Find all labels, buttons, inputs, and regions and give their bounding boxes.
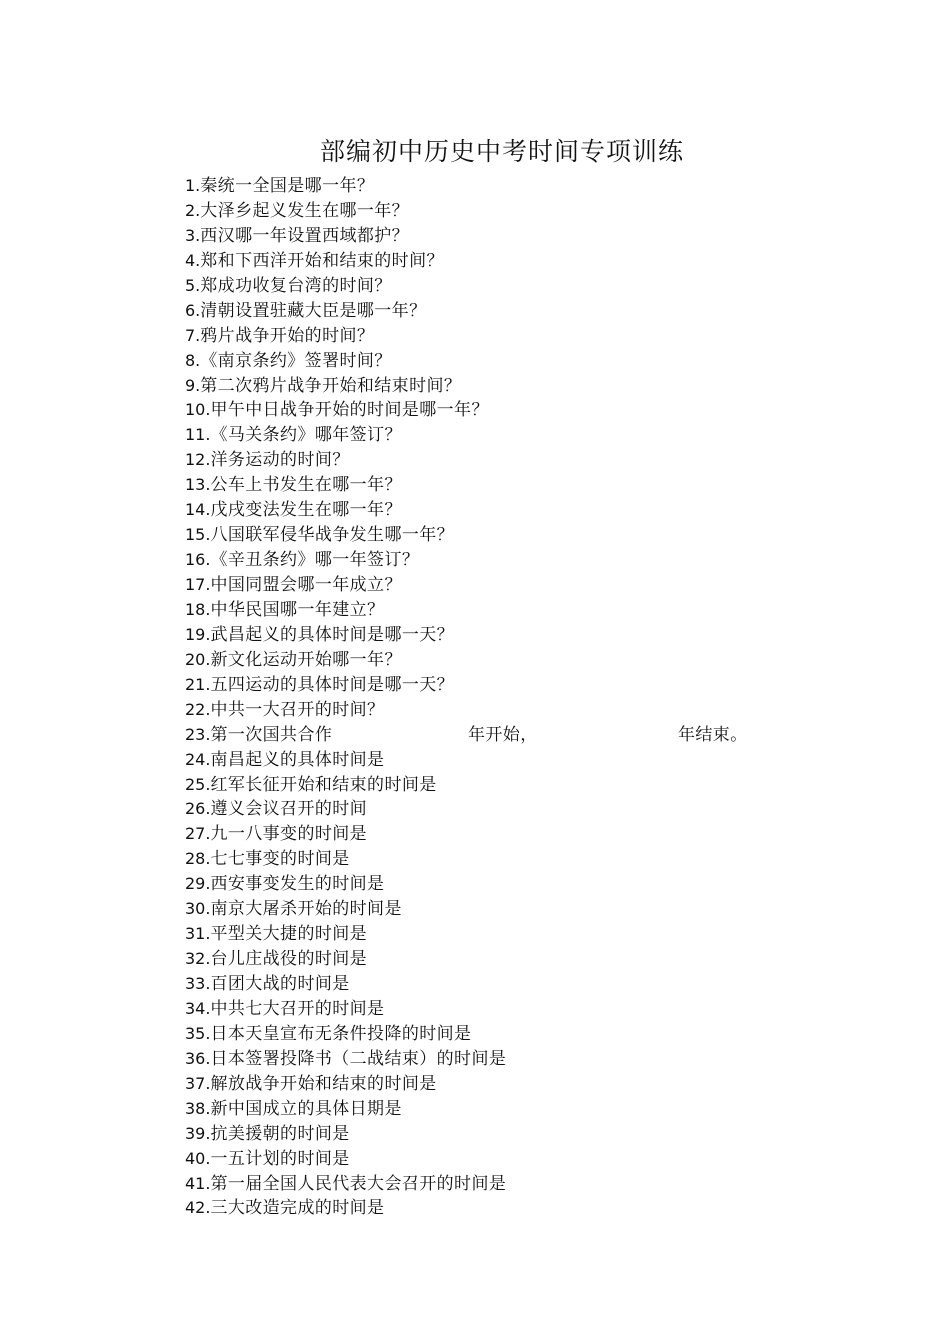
question-item xyxy=(185,398,506,423)
question-text: 洋务运动的时间？ xyxy=(210,450,350,471)
question-item xyxy=(185,274,506,299)
question-text: 三大改造完成的时间是 xyxy=(210,1198,385,1219)
question-item xyxy=(185,1072,506,1097)
question-number: 31. xyxy=(185,924,211,944)
question-item xyxy=(185,299,506,324)
question-text: 西安事变发生的时间是 xyxy=(210,874,385,895)
question-text: 红军长征开始和结束的时间是 xyxy=(210,774,437,795)
question-text: 西汉哪一年设置西域都护？ xyxy=(200,225,410,246)
question-number: 6. xyxy=(185,300,201,320)
question-number: 19. xyxy=(185,624,211,644)
question-text: 一五计划的时间是 xyxy=(210,1148,350,1169)
question-text: 解放战争开始和结束的时间是 xyxy=(210,1073,437,1094)
question-number: 20. xyxy=(185,649,211,669)
question-item xyxy=(185,349,506,374)
question-number: 24. xyxy=(185,749,211,769)
question-text: 第二次鸦片战争开始和结束时间？ xyxy=(200,375,462,396)
question-list xyxy=(185,174,748,1221)
question-item xyxy=(185,1147,506,1172)
question-text: 《南京条约》签署时间？ xyxy=(200,350,392,371)
question-number: 23. xyxy=(185,724,211,744)
question-number: 7. xyxy=(185,325,201,345)
question-text: 《辛丑条约》哪一年签订？ xyxy=(210,550,420,571)
question-text: 南京大屠杀开始的时间是 xyxy=(210,899,402,920)
question-number: 42. xyxy=(185,1198,211,1218)
question-item xyxy=(185,174,506,199)
question-number: 25. xyxy=(185,774,211,794)
question-text: 日本签署投降书（二战结束）的时间是 xyxy=(210,1048,507,1069)
question-number: 39. xyxy=(185,1123,211,1143)
question-item xyxy=(185,249,506,274)
question-number: 17. xyxy=(185,575,211,594)
question-number: 22. xyxy=(185,699,211,719)
question-item xyxy=(185,1022,506,1047)
question-item xyxy=(185,1172,506,1197)
question-item xyxy=(185,224,506,249)
question-text: 台儿庄战役的时间是 xyxy=(210,949,368,970)
question-text: 中共一大召开的时间？ xyxy=(210,699,385,720)
question-item xyxy=(185,847,506,872)
question-number: 37. xyxy=(185,1073,211,1093)
question-text: 中共七大召开的时间是 xyxy=(210,998,385,1019)
question-number: 12. xyxy=(185,450,211,470)
question-number: 4. xyxy=(185,250,201,270)
question-number: 35. xyxy=(185,1023,211,1043)
question-item xyxy=(185,822,506,847)
question-text: 七七事变的时间是 xyxy=(210,849,350,870)
question-number: 40. xyxy=(185,1148,211,1168)
question-item xyxy=(185,199,506,224)
question-number: 33. xyxy=(185,974,211,993)
question-text: 秦统一全国是哪一年？ xyxy=(200,176,375,196)
question-text: 甲午中日战争开始的时间是哪一年？ xyxy=(210,400,489,421)
question-item xyxy=(185,972,506,997)
question-item xyxy=(185,523,506,548)
question-item xyxy=(185,947,506,972)
question-number: 28. xyxy=(185,849,211,869)
question-number: 11. xyxy=(185,425,211,445)
question-item xyxy=(185,623,506,648)
question-item xyxy=(185,1122,506,1147)
question-number: 32. xyxy=(185,949,211,969)
question-number: 26. xyxy=(185,799,211,819)
question-item xyxy=(185,648,506,673)
question-item xyxy=(185,748,506,773)
question-item xyxy=(185,673,506,698)
question-number: 21. xyxy=(185,674,211,694)
question-number: 10. xyxy=(185,400,211,420)
question-text: 八国联军侵华战争发生哪一年？ xyxy=(210,525,455,546)
question-text: 五四运动的具体时间是哪一天？ xyxy=(210,674,455,695)
question-item xyxy=(185,573,506,598)
question-text: 新中国成立的具体日期是 xyxy=(210,1098,402,1119)
question-item xyxy=(185,374,506,399)
question-number: 8. xyxy=(185,350,201,370)
question-text: 百团大战的时间是 xyxy=(210,974,350,994)
question-item xyxy=(185,773,506,798)
question-item xyxy=(185,723,748,748)
question-number: 13. xyxy=(185,475,211,495)
question-text: 武昌起义的具体时间是哪一天？ xyxy=(210,624,455,645)
question-text: 公车上书发生在哪一年？ xyxy=(210,475,402,496)
question-text: 中国同盟会哪一年成立？ xyxy=(210,575,402,595)
question-text: 遵义会议召开的时间 xyxy=(210,799,368,820)
question-number: 29. xyxy=(185,874,211,894)
question-number: 14. xyxy=(185,500,211,520)
question-item xyxy=(185,448,506,473)
question-text: 新文化运动开始哪一年？ xyxy=(210,649,402,670)
question-number: 36. xyxy=(185,1048,211,1068)
question-number: 18. xyxy=(185,599,211,619)
question-number: 27. xyxy=(185,824,211,844)
question-item xyxy=(185,598,506,623)
question-text: 第一届全国人民代表大会召开的时间是 xyxy=(210,1173,507,1194)
question-item xyxy=(185,423,506,448)
question-item xyxy=(185,997,506,1022)
question-number: 34. xyxy=(185,998,211,1018)
question-text: 《马关条约》哪年签订？ xyxy=(210,425,402,446)
question-text: 戊戌变法发生在哪一年？ xyxy=(210,500,402,521)
document-title: 部编初中历史中考时间专项训练 xyxy=(319,137,684,166)
question-number: 38. xyxy=(185,1098,211,1118)
question-item xyxy=(185,922,506,947)
question-item xyxy=(185,1097,506,1122)
question-item xyxy=(185,1047,506,1072)
question-number: 30. xyxy=(185,899,211,919)
question-item xyxy=(185,872,506,897)
question-item xyxy=(185,324,506,349)
question-number: 16. xyxy=(185,550,211,570)
question-text: 第一次国共合作 xyxy=(210,724,333,745)
question-text: 日本天皇宣布无条件投降的时间是 xyxy=(210,1023,472,1044)
question-text: 大泽乡起义发生在哪一年？ xyxy=(200,200,410,221)
question-item xyxy=(185,548,506,573)
question-number: 1. xyxy=(185,176,201,195)
question-number: 2. xyxy=(185,200,201,220)
question-text: 抗美援朝的时间是 xyxy=(210,1123,350,1144)
question-number: 3. xyxy=(185,225,201,245)
question-number: 9. xyxy=(185,375,201,395)
question-text: 清朝设置驻藏大臣是哪一年？ xyxy=(200,300,427,321)
question-fill-blank-segment: 年结束。 xyxy=(678,724,748,745)
question-number: 41. xyxy=(185,1173,211,1193)
question-number: 15. xyxy=(185,525,211,545)
question-item xyxy=(185,1196,506,1221)
question-item xyxy=(185,797,506,822)
question-text: 南昌起义的具体时间是 xyxy=(210,749,385,770)
question-item xyxy=(185,897,506,922)
question-text: 平型关大捷的时间是 xyxy=(210,924,368,945)
question-item xyxy=(185,698,506,723)
question-text: 郑和下西洋开始和结束的时间？ xyxy=(200,250,444,271)
question-text: 中华民国哪一年建立？ xyxy=(210,599,385,620)
question-number: 5. xyxy=(185,275,201,295)
question-fill-blank-segment: 年开始， xyxy=(468,724,538,745)
question-text: 九一八事变的时间是 xyxy=(210,824,368,845)
question-text: 郑成功收复台湾的时间？ xyxy=(200,275,392,296)
question-text: 鸦片战争开始的时间？ xyxy=(200,325,375,346)
question-item xyxy=(185,498,506,523)
question-item xyxy=(185,473,506,498)
